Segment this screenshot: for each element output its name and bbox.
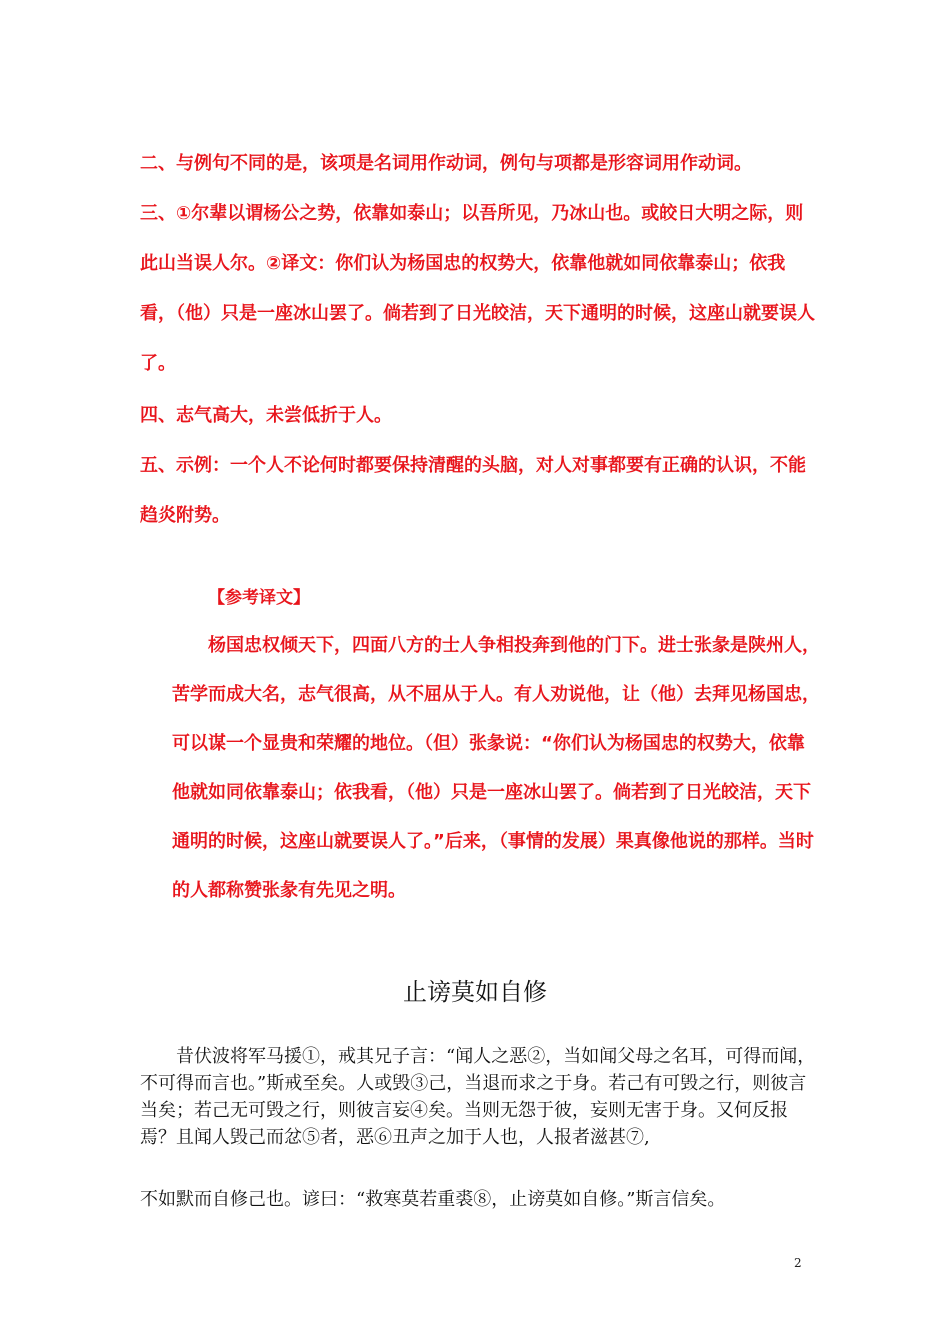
answer-three: 三、①尔辈以谓杨公之势，依靠如泰山；以吾所见，乃冰山也。或皎日大明之际，则此山当误人尔。②译文：你们认为杨国忠的权势大，依靠他就如同依靠泰山；依我看，（他）只是一座冰山罢了。倘若到了日光皎洁，天下通明的时候，这座山就要误人了。	[140, 203, 815, 374]
answer-four: 四、志气高大，未尝低折于人。	[140, 405, 392, 426]
reference-heading: 【参考译文】	[208, 588, 310, 608]
reference-translation: 杨国忠权倾天下，四面八方的士人争相投奔到他的门下。进士张彖是陕州人，苦学而成大名，志气很高，从不屈从于人。有人劝说他，让（他）去拜见杨国忠，可以谋一个显贵和荣耀的地位。（但）张彖说：“你们认为杨国忠的权势大，依靠他就如同依靠泰山；依我看，（他）只是一座冰山罢了。倘若到了日光皎洁，天下通明的时候，这座山就要误人了。”后来，（事情的发展）果真像他说的那样。当时的人都称赞张彖有先见之明。	[172, 635, 820, 901]
answer-two: 二、与例句不同的是，该项是名词用作动词，例句与项都是形容词用作动词。	[140, 153, 752, 174]
essay-paragraph-1: 昔伏波将军马援①，戒其兄子言：“闻人之恶②，当如闻父母之名耳，可得而闻，不可得而言也。”斯戒至矣。人或毁③己，当退而求之于身。若己有可毁之行，则彼言当矣；若己无可毁之行，则彼言妄④矣。当则无怨于彼，妄则无害于身。又何反报焉？且闻人毁己而忿⑤者，恶⑥丑声之加于人也，人报者滋甚⑦,	[140, 1046, 816, 1148]
essay-title: 止谤莫如自修	[403, 978, 547, 1006]
essay-paragraph-2: 不如默而自修己也。谚曰：“救寒莫若重裘⑧，止谤莫如自修。”斯言信矣。	[140, 1189, 726, 1210]
page-number: 2	[794, 1256, 802, 1270]
answer-five: 五、示例：一个人不论何时都要保持清醒的头脑，对人对事都要有正确的认识，不能趋炎附势。	[140, 455, 806, 526]
